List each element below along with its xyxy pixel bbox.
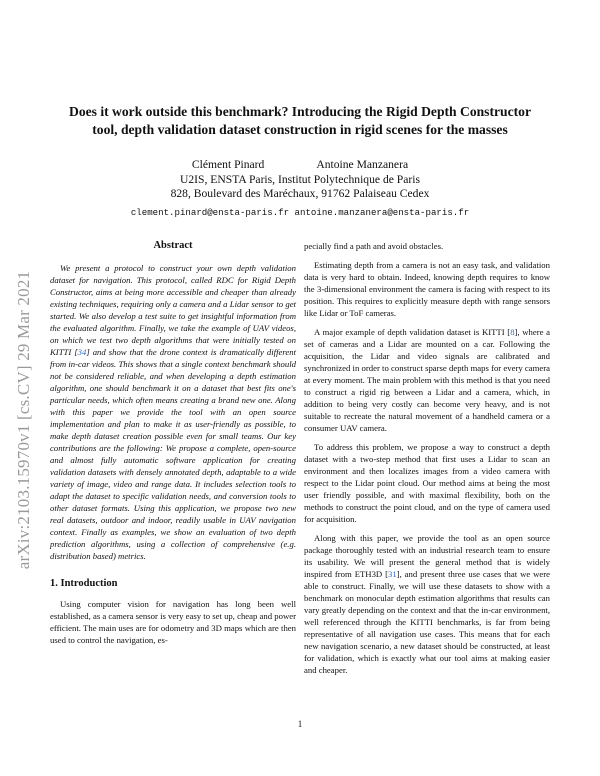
intro-paragraph-4: To address this problem, we propose a way to construct a depth dataset with a two-step method that first uses a Lidar to scan an environment and then localizes images from a video camera with respect to the Lidar point cloud. Our method aims at being the most user friendly possible, and with maximal flexibility, both on the methods to construct the point cloud, and on the type of camera used for acquisition. xyxy=(304,442,550,524)
left-column xyxy=(50,240,296,653)
citation-link[interactable]: 31 xyxy=(388,569,397,579)
abstract-part-1: We present a protocol to construct your own depth validation dataset for navigation. This protocol, called RDC for Rigid Depth Constructor, aims at being more accessible and cheaper than already existing techniques, requiring only a camera and a Lidar sensor to get started. We also develop a test suite to get insightful information from the evaluated algorithm. Finally, we take the example of UAV videos, on which we test two depth algorithms that were initially tested on KITTI [ xyxy=(50,263,296,357)
arxiv-stamp-container xyxy=(4,200,44,640)
introduction-heading: 1. Introduction xyxy=(50,578,118,589)
intro-paragraph-3 xyxy=(304,326,550,434)
author-names xyxy=(120,158,480,173)
author-emails: clement.pinard@ensta-paris.fr antoine.manzanera@ensta-paris.fr xyxy=(130,206,470,218)
paragraph-3-part-1: A major example of depth validation dataset is KITTI [ xyxy=(314,327,511,337)
intro-paragraph-1-continued: pecially find a path and avoid obstacles. xyxy=(304,241,444,251)
author-block xyxy=(120,158,480,220)
author-2: Antoine Manzanera xyxy=(316,158,409,171)
affiliation: U2IS, ENSTA Paris, Institut Polytechnique de Paris xyxy=(180,172,420,186)
right-column xyxy=(304,240,550,683)
abstract-part-2: ] and show that the drone context is dramatically different from in-car videos. This shows that a single context benchmark should not be considered reliable, and when developing a depth estimation algorithm, one should benchmark it on a dataset that best fits one's particular needs, which often means creating a brand new one. Along with this paper we provide the tool with an open source implementation and plan to make it as user-friendly as possible, to make depth dataset creation possible even for small teams. Our key contributions are the following: We propose a complete, open-source and almost fully automatic software application for creating validation datasets with densely annotated depth, adaptable to a wide variety of image, video and range data. It includes selection tools to adapt the dataset to specific validation needs, and conversion tools to other dataset formats. Using this application, we propose two new real datasets, outdoor and indoor, readily usable in UAV navigation context. Finally as examples, we show an evaluation of two depth prediction algorithms, using a collection of comprehensive (e.g. distribution based) metrics. xyxy=(50,347,297,561)
paper-title xyxy=(60,103,540,139)
paragraph-5-part-2: ], and present three use cases that we were able to construct. Finally, we will use these datasets to show with a benchmark on monocular depth estimation algorithms that results can vary greatly depending on the context and that the in-car environment, well referenced through the KITTI benchmarks, is far from being representative of all navigation use cases. This means that for each new navigation scenario, a new dataset should be constructed, at least for validation, which is exactly what our tool aims at making easier and cheaper. xyxy=(304,569,550,675)
intro-paragraph-1: Using computer vision for navigation has long been well established, as a camera sensor is very easy to set up, cheap and power efficient. The main uses are for odometry and 3D maps which are then used to control the navigation, es- xyxy=(50,599,296,645)
citation-link[interactable]: 34 xyxy=(77,347,87,357)
citation-link[interactable]: 8 xyxy=(510,327,515,337)
title-line-2: tool, depth validation dataset construction in rigid scenes for the masses xyxy=(92,122,508,137)
title-line-1: Does it work outside this benchmark? Introducing the Rigid Depth Constructor xyxy=(69,104,531,119)
intro-paragraph-2: Estimating depth from a camera is not an easy task, and validation data is very hard to obtain. Indeed, knowing depth requires to know the 3-dimensional environment the camera is facing with respect to its position. This requires to explicitly measure depth with range sensors like Lidar or ToF cameras. xyxy=(304,260,550,318)
author-1: Clément Pinard xyxy=(191,158,265,171)
abstract-text xyxy=(50,262,296,562)
address: 828, Boulevard des Maréchaux, 91762 Palaiseau Cedex xyxy=(170,187,430,200)
page-number: 1 xyxy=(297,719,303,729)
paragraph-5-part-1: Along with this paper, we provide the tool as an open source package thoroughly tested with an industrial research team to ensure its usability. We will present the general method that is widely inspired from ETH3D [ xyxy=(304,533,550,579)
abstract-heading: Abstract xyxy=(153,240,193,251)
paragraph-3-part-2: ], where a set of cameras and a Lidar are mounted on a car. Following the acquisition, the Lidar and video signals are calibrated and synchronized in order to construct sparse depth maps for every camera at every moment. The main problem with this method is that you need to construct a rigid rig between a Lidar and a camera, which, in addition to being very costly can become very heavy, and is not suitable to recreate the natural movement of a handheld camera or a consumer UAV camera. xyxy=(304,327,550,433)
intro-paragraph-5 xyxy=(304,532,550,676)
arxiv-stamp: arXiv:2103.15970v1 [cs.CV] 29 Mar 2021 xyxy=(14,270,33,570)
